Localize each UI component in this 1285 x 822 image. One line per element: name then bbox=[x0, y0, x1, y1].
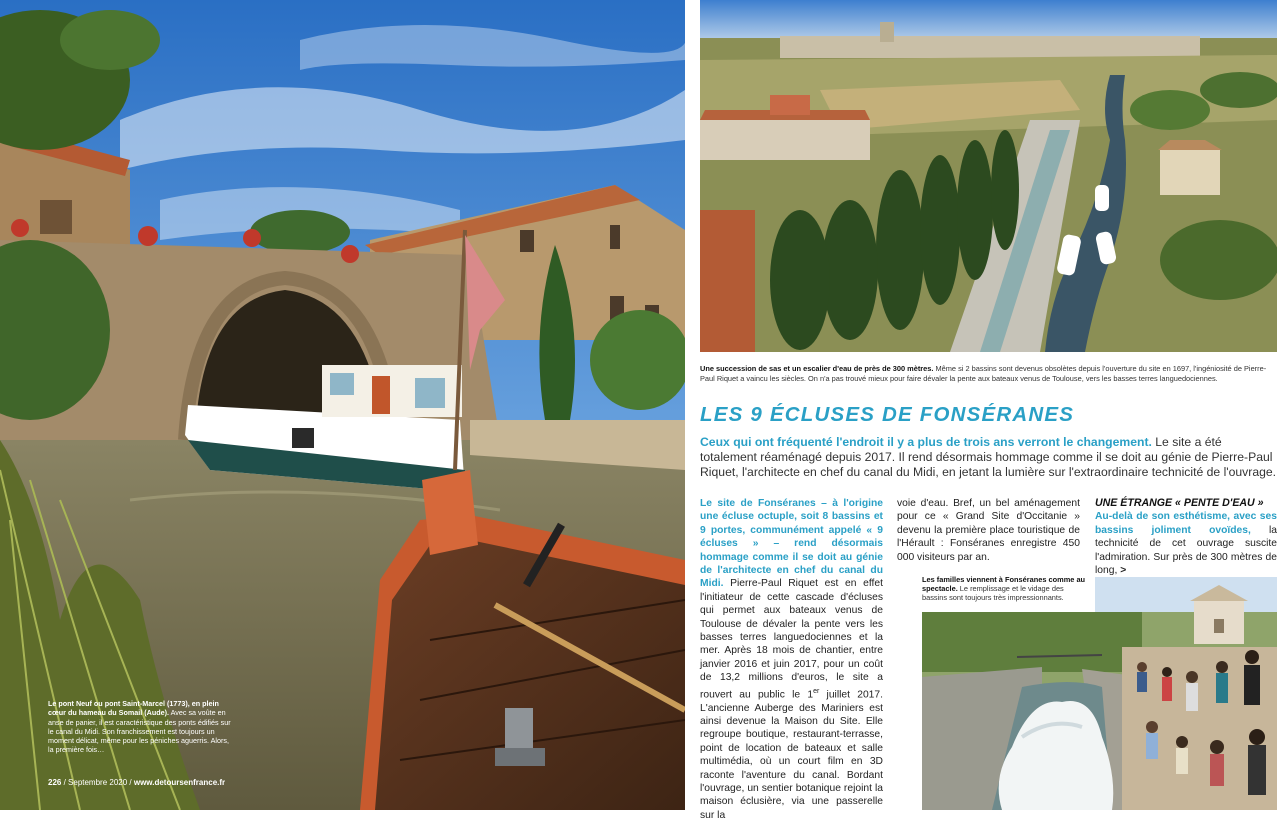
aerial-locks-photo bbox=[700, 0, 1277, 352]
col3-subheading: UNE ÉTRANGE « PENTE D'EAU » bbox=[1095, 497, 1264, 509]
small-caption-bold: Les familles viennent à Fonséranes comme au spectacle. bbox=[922, 575, 1086, 594]
left-caption-bold: Le pont Neuf ou pont Saint-Marcel (1773), en plein cœur du hameau du Somail (Aude). bbox=[48, 699, 219, 718]
top-caption-text: Même si 2 bassins sont devenus obsolètes depuis l'ouverture du site en 1697, l'ingéniosité de Pierre-Paul Riquet a vaincu les siècles. On n'a pas trouvé mieux pour faire dévaler la pente aux bateaux venus de Toulouse, vers les basses terres languedociennes. bbox=[700, 364, 1267, 383]
col3-highlight: Au-delà de son esthétisme, avec ses bassins joliment ovoïdes, bbox=[1095, 511, 1277, 536]
issue-date: / Septembre 2020 / bbox=[61, 778, 134, 787]
lead-highlight: Ceux qui ont fréquenté l'endroit il y a plus de trois ans verront le changement. bbox=[700, 435, 1152, 449]
continue-arrow: > bbox=[1120, 565, 1127, 577]
lock-spectators-photo bbox=[922, 577, 1277, 810]
body-column-1 bbox=[700, 497, 883, 822]
folio bbox=[48, 778, 225, 787]
spectators-caption bbox=[922, 575, 1087, 603]
page-number: 226 bbox=[48, 778, 62, 787]
col1-text-a: Pierre-Paul Riquet est en effet l'initiateur de cette cascade d'écluses qui permet aux bateaux venus de Toulouse de dévaler la pente vers les basses terres languedociennes et la mer. Après 18 mois de chantier, entre janvier 2016 et juin 2017, pour un coût de 13,2 millions d'euros, le site a rouvert au public le 1 bbox=[700, 578, 883, 701]
body-column-3 bbox=[1095, 497, 1277, 577]
article-lead bbox=[700, 435, 1277, 479]
col3-text: la technicité de cet ouvrage suscite l'admiration. Sur près de 300 mètres de long, bbox=[1095, 524, 1277, 577]
website-link[interactable]: www.detoursenfrance.fr bbox=[133, 778, 226, 787]
col1-text-b: juillet 2017. L'ancienne Auberge des Mariniers est ainsi devenue la Maison du Site. Elle regroupe boutique, restaurant-terrasse, point de location de bateaux et salle multimédia, où un court film en 3D raconte l'aventure du canal. Bordant l'ouvrage, un sentier botanique rejoint la maison éclusière, via une passerelle sur la bbox=[700, 689, 883, 821]
lead-text: Le site a été totalement réaménagé depuis 2017. Il rend désormais hommage comme il se doit au génie de Pierre-Paul Riquet, l'architecte en chef du canal du Midi, en jetant la lumière sur l'extraordinaire technicité de l'ouvrage. bbox=[700, 435, 1277, 479]
small-caption-text: Le remplissage et le vidage des bassins sont toujours très impressionnants. bbox=[922, 584, 1064, 603]
col1-superscript: er bbox=[813, 687, 820, 695]
aerial-photo-caption bbox=[700, 364, 1277, 383]
article-title: LES 9 ÉCLUSES DE FONSÉRANES bbox=[700, 403, 1075, 426]
col1-highlight: Le site de Fonséranes – à l'origine une écluse octuple, soit 8 bassins et 9 portes, communément appelé « 9 écluses » – rend désormais hommage comme il se doit au génie de l'architecte en chef du canal du Midi. bbox=[700, 498, 883, 590]
left-caption-text: Avec sa voûte en anse de panier, il est caractéristique des ponts édifiés sur le canal du Midi. Son franchissement est toujours un moment délicat, même pour les péniches aguerris. Alors, la première fois… bbox=[48, 708, 231, 755]
body-column-2: voie d'eau. Bref, un bel aménagement pour ce « Grand Site d'Occitanie » devenu la première place touristique de l'Hérault : Fonséranes enregistre 450 000 visiteurs par an. bbox=[897, 498, 1080, 563]
top-caption-bold: Une succession de sas et un escalier d'eau de près de 300 mètres. bbox=[700, 364, 934, 373]
left-photo-caption bbox=[48, 699, 233, 755]
